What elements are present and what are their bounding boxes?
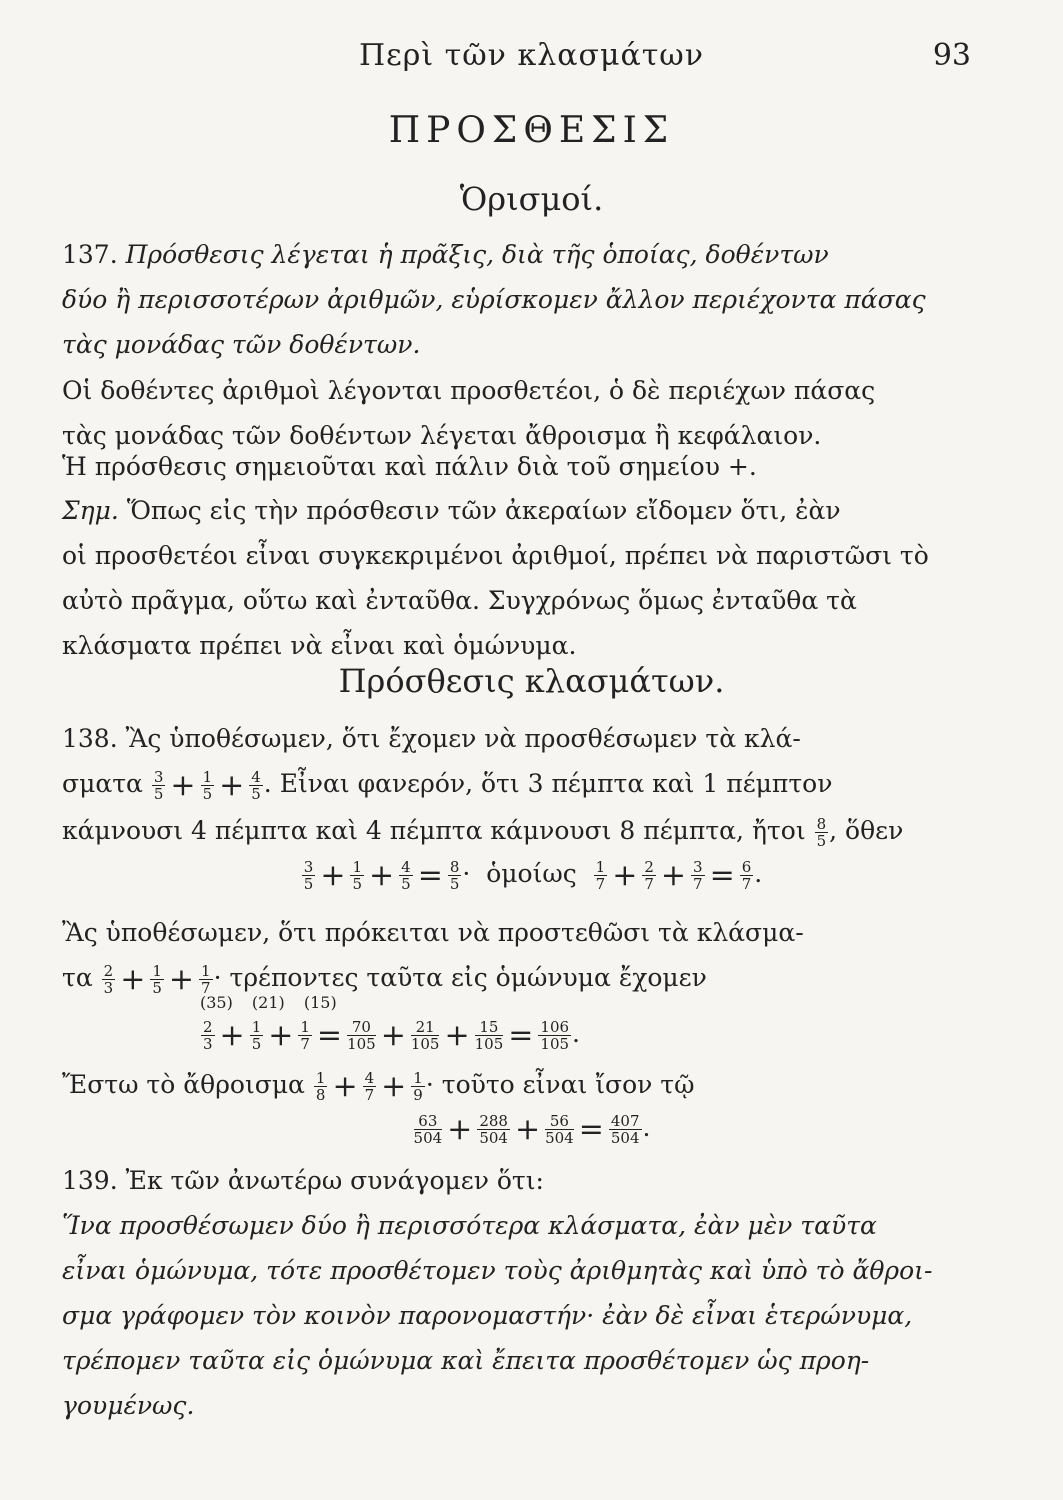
text-line: εἶναι ὁμώνυμα, τότε προσθέτομεν τοὺς ἀριθμητὰς καὶ ὑπὸ τὸ ἄθροι- xyxy=(62,1256,933,1285)
text-line: κλάσματα πρέπει νὰ εἶναι καὶ ὁμώνυμα. xyxy=(62,631,577,660)
definitions-title: Ὁρισμοί. xyxy=(459,180,604,218)
text-line: Ἂς ὑποθέσωμεν, ὅτι ἔχομεν νὰ προσθέσωμεν τὰ κλά- xyxy=(125,724,801,753)
text-fragment: τα xyxy=(62,963,93,992)
paragraph-note xyxy=(62,488,972,668)
paragraph-139 xyxy=(62,1158,972,1428)
text-line: τὰς μονάδας τῶν δοθέντων λέγεται ἄθροισμα ἢ κεφάλαιον. xyxy=(62,421,822,450)
section-title: ΠΡΟΣΘΕΣΙΣ xyxy=(388,110,675,151)
text-fragment: Ἔστω τὸ ἄθροισμα xyxy=(62,1070,305,1099)
paragraph-number: 138. xyxy=(62,724,118,753)
text-line: τρέπομεν ταῦτα εἰς ὁμώνυμα καὶ ἔπειτα προσθέτομεν ὡς προη- xyxy=(62,1346,870,1375)
paragraph-number: 139. xyxy=(62,1166,118,1195)
text-line: Οἱ δοθέντες ἀριθμοὶ λέγονται προσθετέοι, ὁ δὲ περιέχων πάσας xyxy=(62,376,876,405)
text-line: οἱ προσθετέοι εἶναι συγκεκριμένοι ἀριθμοί, πρέπει νὰ παριστῶσι τὸ xyxy=(62,541,929,570)
page-number: 93 xyxy=(932,38,971,73)
text-fragment: κάμνουσι 4 πέμπτα καὶ 4 πέμπτα κάμνουσι 8 πέμπτα, ἤτοι xyxy=(62,816,806,845)
multiplier-hint: (35) (21) (15) xyxy=(200,993,337,1012)
text-line: γουμένως. xyxy=(62,1391,195,1420)
fraction: $\frac{3}{5}$ xyxy=(153,768,164,803)
fractions-title: Πρόσθεσις κλασμάτων. xyxy=(338,662,725,700)
equation-like-fractions: $\frac{3}{5}$ + $\frac{1}{5}$ + $\frac{4}{5}$ = $\frac{8}{5}$ · ὁμοίως $\frac{1}{7}$ + $\frac{2}{7}$ + $\frac{3}{7}$ = $\frac{6}{7}$ . xyxy=(303,858,763,893)
running-header: Περὶ τῶν κλασμάτων xyxy=(358,38,705,73)
equation-unlike-fractions: $\frac{2}{3}$ + $\frac{1}{5}$ + $\frac{1}{7}$ = $\frac{70}{105}$ + $\frac{21}{105}$ + $\frac{15}{105}$ = $\frac{106}{105}$ . xyxy=(203,1018,580,1053)
text-fragment: ὁμοίως xyxy=(486,859,577,888)
text-line: δύο ἢ περισσοτέρων ἀριθμῶν, εὑρίσκομεν ἄλλον περιέχοντα πάσας xyxy=(62,285,926,314)
text-line: σμα γράφομεν τὸν κοινὸν παρονομαστήν· ἐὰν δὲ εἶναι ἑτερώνυμα, xyxy=(62,1301,913,1330)
text-line: Ἵνα προσθέσωμεν δύο ἢ περισσότερα κλάσματα, ἐὰν μὲν ταῦτα xyxy=(62,1211,877,1240)
note-label: Σημ. xyxy=(62,496,119,525)
paragraph-137 xyxy=(62,232,972,367)
paragraph-number: 137. xyxy=(62,240,118,269)
paragraph-sign xyxy=(62,444,972,489)
paragraph-138-example: Ἔστω τὸ ἄθροισμα $\frac{1}{8}$ + $\frac{4}{7}$ + $\frac{1}{9}$ · τοῦτο εἶναι ἴσον τῷ xyxy=(62,1069,695,1104)
text-fragment: σματα xyxy=(62,769,143,798)
equation-example: $\frac{63}{504}$ + $\frac{288}{504}$ + $\frac{56}{504}$ = $\frac{407}{504}$ . xyxy=(413,1112,651,1147)
text-fragment: Εἶναι φανερόν, ὅτι 3 πέμπτα καὶ 1 πέμπτον xyxy=(279,769,833,798)
fraction: $\frac{8}{5}$ xyxy=(816,815,827,850)
text-fragment: ὅθεν xyxy=(845,816,904,845)
text-fragment: τοῦτο εἶναι ἴσον τῷ xyxy=(441,1070,695,1099)
text-line: αὐτὸ πρᾶγμα, οὕτω καὶ ἐνταῦθα. Συγχρόνως ὅμως ἐνταῦθα τὰ xyxy=(62,586,857,615)
paragraph-138-unlike: Ἂς ὑποθέσωμεν, ὅτι πρόκειται νὰ προστεθῶσι τὰ κλάσμα- τα $\frac{2}{3}$ + $\frac{1}{5}$ + $\frac{1}{7}$ · τρέποντες ταῦτα εἰς ὁμώνυμα ἔχομεν xyxy=(62,910,972,1002)
text-fragment: τρέποντες ταῦτα εἰς ὁμώνυμα ἔχομεν xyxy=(229,963,707,992)
text-line: Ἡ πρόσθεσις σημειοῦται καὶ πάλιν διὰ τοῦ σημείου +. xyxy=(62,452,757,481)
fraction: $\frac{4}{5}$ xyxy=(251,768,261,803)
paragraph-138: 138. Ἂς ὑποθέσωμεν, ὅτι ἔχομεν νὰ προσθέσωμεν τὰ κλά- σματα $\frac{3}{5}$ + $\frac{1}{5}$ + $\frac{4}{5}$ . Εἶναι φανερόν, ὅτι 3 πέμπτα καὶ 1 πέμπτον κάμνουσι 4 πέμπτα καὶ 4 πέμπτα κάμνουσι 8 πέμπτα, ἤτοι $\frac{8}{5}$ , ὅθεν xyxy=(62,724,904,850)
text-line: τὰς μονάδας τῶν δοθέντων. xyxy=(62,330,421,359)
text-line: Ὅπως εἰς τὴν πρόσθεσιν τῶν ἀκεραίων εἴδομεν ὅτι, ἐὰν xyxy=(126,496,841,525)
text-line: Ἐκ τῶν ἀνωτέρω συνάγομεν ὅτι: xyxy=(125,1166,544,1195)
text-line: Πρόσθεσις λέγεται ἡ πρᾶξις, διὰ τῆς ὁποίας, δοθέντων xyxy=(125,240,829,269)
fraction: $\frac{1}{5}$ xyxy=(202,768,213,803)
text-line: Ἂς ὑποθέσωμεν, ὅτι πρόκειται νὰ προστεθῶσι τὰ κλάσμα- xyxy=(62,918,804,947)
